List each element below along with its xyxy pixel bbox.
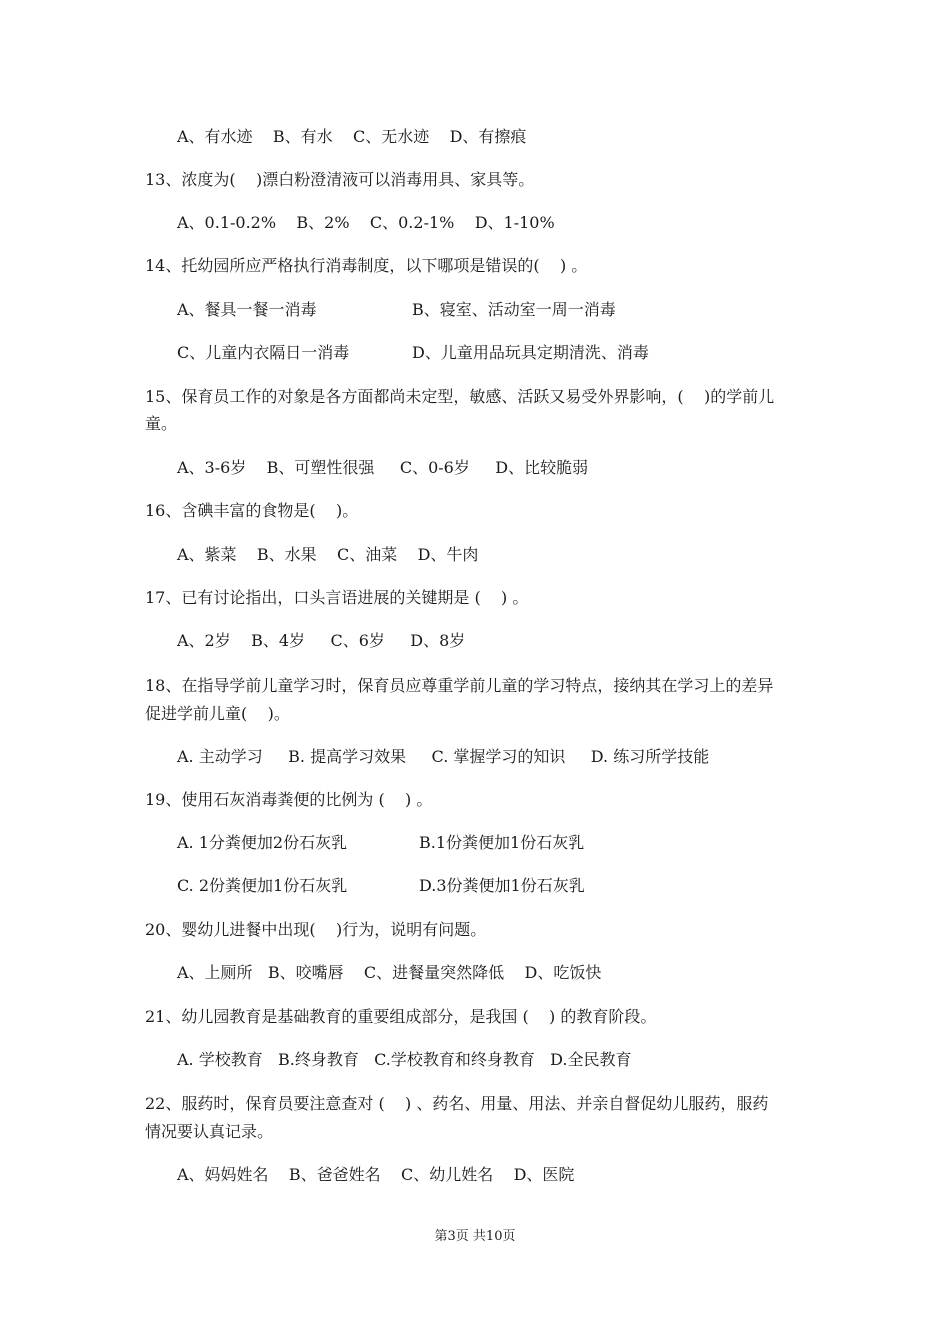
q19-stem: 19、使用石灰消毒粪便的比例为 ( ) 。	[145, 790, 433, 809]
q19-option-a: A. 1分粪便加2份石灰乳	[177, 833, 348, 852]
q21-options: A. 学校教育 B.终身教育 C.学校教育和终身教育 D.全民教育	[177, 1050, 632, 1069]
q19-option-c: C. 2份粪便加1份石灰乳	[177, 876, 348, 895]
page-footer: 第3页 共10页	[434, 1229, 516, 1244]
q13-stem: 13、浓度为( )漂白粉澄清液可以消毒用具、家具等。	[145, 170, 535, 189]
q19-option-d: D.3份粪便加1份石灰乳	[419, 876, 585, 895]
q14-option-a: A、餐具一餐一消毒	[177, 300, 317, 319]
q20-options: A、上厕所 B、咬嘴唇 C、进餐量突然降低 D、吃饭快	[177, 963, 602, 982]
q18-stem-line2: 促进学前儿童( )。	[145, 704, 290, 723]
q18-stem-line1: 18、在指导学前儿童学习时，保育员应尊重学前儿童的学习特点，接纳其在学习上的差异	[145, 676, 774, 695]
q22-stem-line1: 22、服药时，保育员要注意查对 ( ) 、药名、用量、用法、并亲自督促幼儿服药，服药	[145, 1094, 769, 1113]
q16-stem: 16、含碘丰富的食物是( )。	[145, 501, 359, 520]
q13-options: A、0.1-0.2% B、2% C、0.2-1% D、1-10%	[177, 213, 555, 232]
q14-option-b: B、寝室、活动室一周一消毒	[412, 300, 616, 319]
q19-option-b: B.1份粪便加1份石灰乳	[419, 833, 585, 852]
q14-option-d: D、儿童用品玩具定期清洗、消毒	[412, 343, 649, 362]
q15-options: A、3-6岁 B、可塑性很强 C、0-6岁 D、比较脆弱	[177, 458, 589, 477]
q21-stem: 21、幼儿园教育是基础教育的重要组成部分，是我国 ( ) 的教育阶段。	[145, 1007, 657, 1026]
q20-stem: 20、婴幼儿进餐中出现( )行为，说明有问题。	[145, 920, 487, 939]
q12-options: A、有水迹 B、有水 C、无水迹 D、有擦痕	[177, 127, 527, 146]
q15-stem-line1: 15、保育员工作的对象是各方面都尚未定型，敏感、活跃又易受外界影响，( )的学前儿	[145, 387, 775, 406]
q14-stem: 14、托幼园所应严格执行消毒制度，以下哪项是错误的( ) 。	[145, 256, 588, 275]
q22-options: A、妈妈姓名 B、爸爸姓名 C、幼儿姓名 D、医院	[177, 1165, 575, 1184]
q17-options: A、2岁 B、4岁 C、6岁 D、8岁	[177, 631, 466, 650]
q18-options: A. 主动学习 B. 提高学习效果 C. 掌握学习的知识 D. 练习所学技能	[177, 747, 710, 766]
q17-stem: 17、已有讨论指出，口头言语进展的关键期是 ( ) 。	[145, 588, 529, 607]
q22-stem-line2: 情况要认真记录。	[145, 1122, 274, 1141]
q15-stem-line2: 童。	[145, 414, 178, 433]
q14-option-c: C、儿童内衣隔日一消毒	[177, 343, 350, 362]
q16-options: A、紫菜 B、水果 C、油菜 D、牛肉	[177, 545, 479, 564]
